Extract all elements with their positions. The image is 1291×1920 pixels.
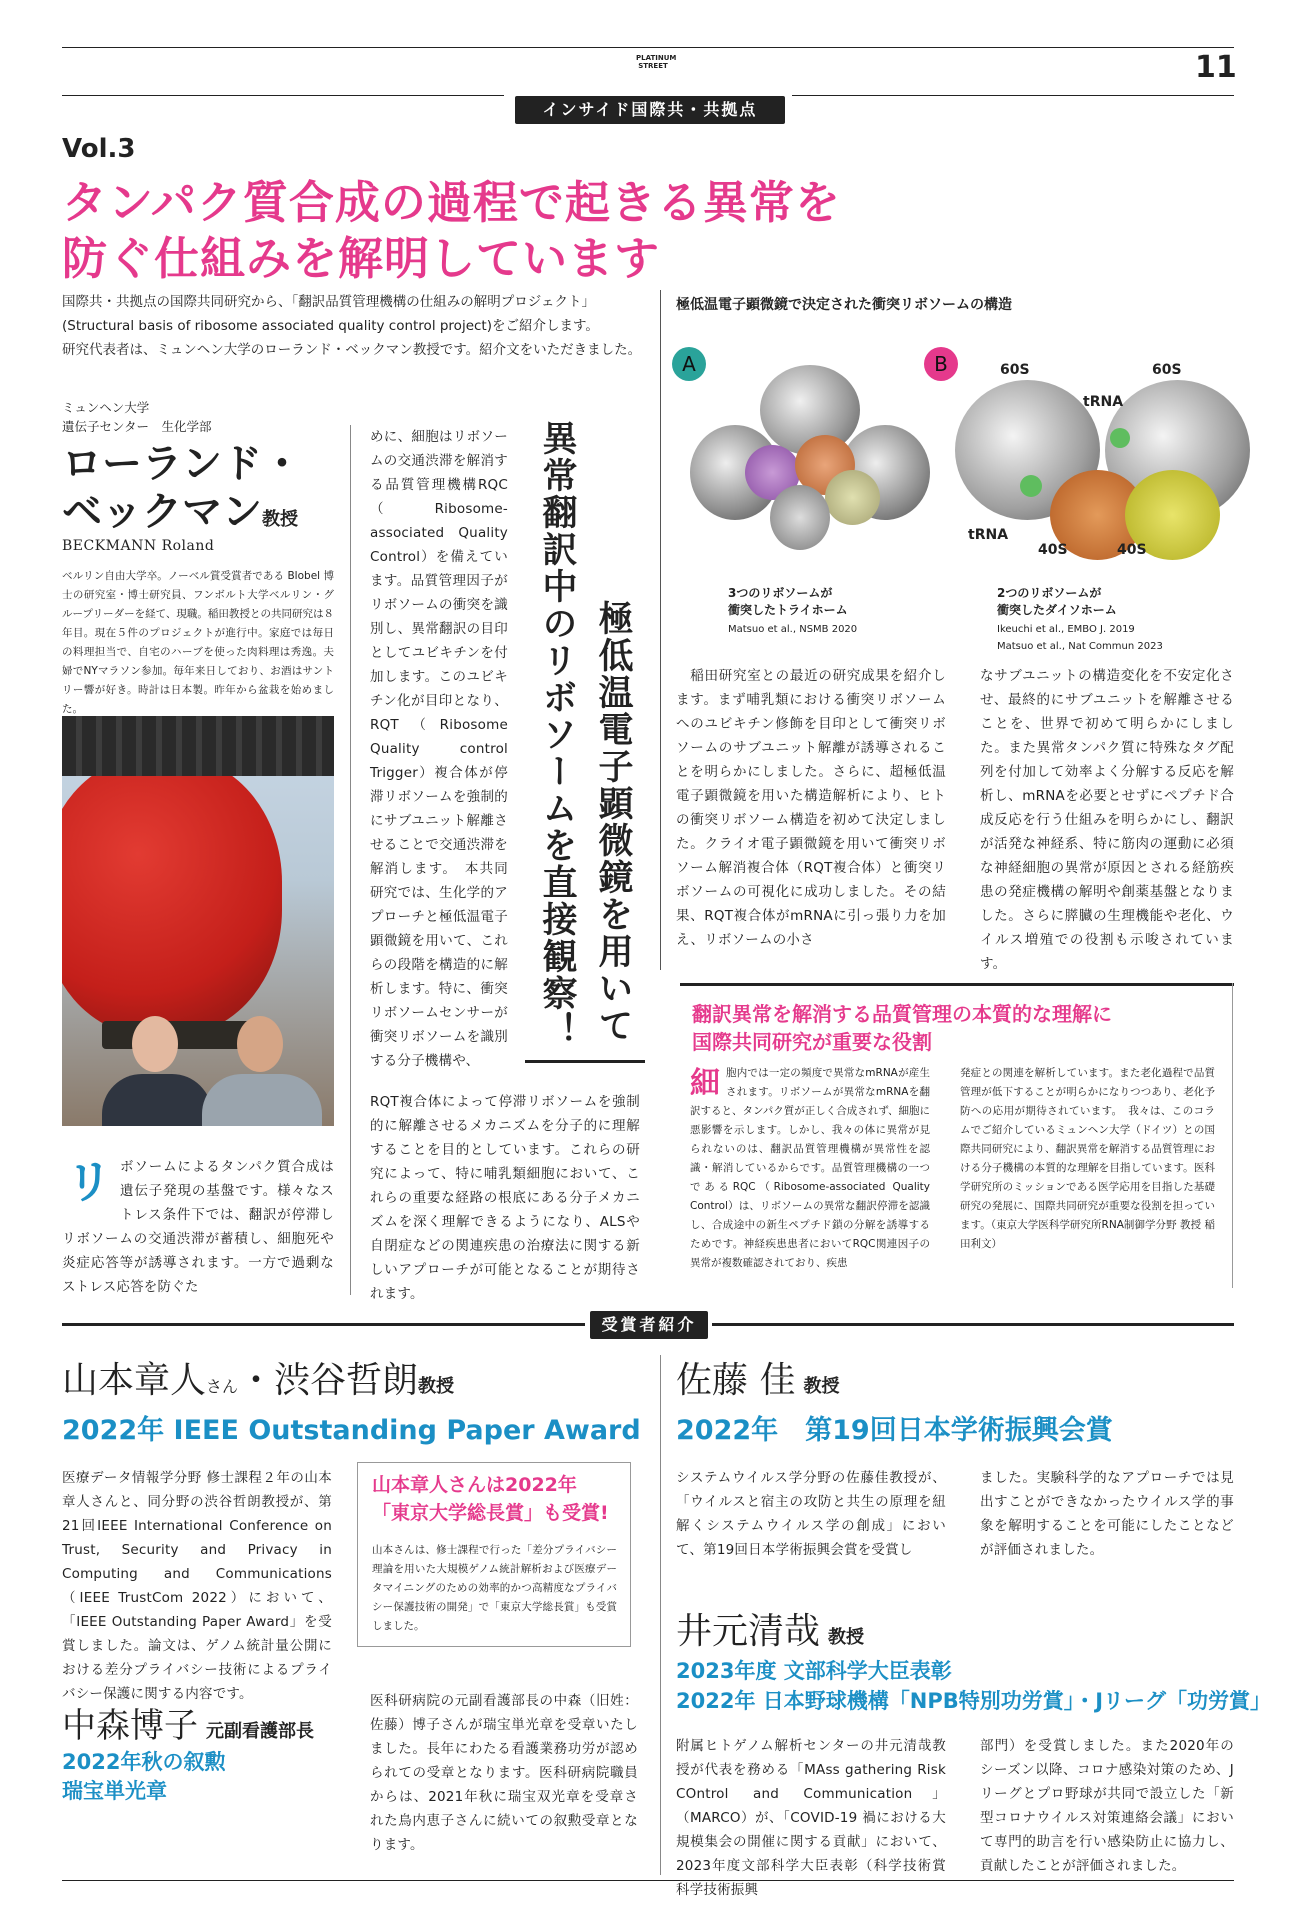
award4-award-1: 2023年度 文部科学大臣表彰 <box>676 1659 952 1683</box>
award2-name-text: 中森博子 <box>62 1706 198 1746</box>
award2-award <box>62 1748 225 1806</box>
award1-box-title-1: 山本章人さんは2022年 <box>372 1474 577 1496</box>
sidebar-title-line2: 国際共同研究が重要な役割 <box>692 1030 932 1054</box>
sidebar-dropcap: 細 <box>690 1066 720 1101</box>
award1-name <box>62 1352 454 1403</box>
award2-award-2: 瑞宝単光章 <box>62 1779 167 1803</box>
section-tag: インサイド国際共・共拠点 <box>515 96 785 124</box>
research-column-1: 稲田研究室との最近の研究成果を紹介します。まず哺乳類における衝突リボソームへのユビキチン修飾を目印として衝突リボソームのサブユニット解離が誘導されることを明らかにしました。さらに、超極低温電子顕微鏡を用いた構造解析により、ヒトの衝突リボソーム構造を初めて決定しました。クライオ電子顕微鏡を用いて衝突リボソーム解消複合体（RQT複合体）と衝突リボソームの可視化に成功しました。その結果、RQT複合体がmRNAに引っ張り力を加え、リボソームの小さ <box>676 668 946 948</box>
header-rule-right <box>792 95 1234 96</box>
logo-line-2: STREET <box>638 62 668 70</box>
award1-title: 教授 <box>418 1376 455 1397</box>
top-rule <box>62 47 1234 48</box>
award1-box-text: 山本さんは、修士課程で行った「差分プライバシー理論を用いた大規模ゲノム統計解析および医療データマイニングのための効率的かつ高精度なプライバシー保護技術の開発」で「東京大学総長賞」も受賞しました。 <box>372 1544 617 1632</box>
awards-rule-right <box>712 1323 1234 1326</box>
award2-award-1: 2022年秋の叙勲 <box>62 1750 226 1774</box>
award1-text: 医療データ情報学分野 修士課程２年の山本章人さんと、同分野の渋谷哲朗教授が、第21回IEEE International Conference on Trust, Security and Privacy in Computing and Communications（IEEE TrustCom 2022）において、「IEEE Outstanding Paper Award」を受賞しました。論文は、ゲノム統計量公開における差分プライバシー技術によるプライバシー保護に関する内容です。 <box>62 1470 332 1702</box>
header-rule-left <box>62 95 504 96</box>
label-trna-top: tRNA <box>1083 394 1124 410</box>
person-left <box>102 1016 212 1126</box>
award3-text-1: システムウイルス学分野の佐藤佳教授が、「ウイルスと宿主の攻防と共生の原理を紐解くシステムウイルス学の創成」において、第19回日本学術振興会賞を受賞し <box>676 1470 946 1558</box>
name-line-2: ベックマン <box>62 488 262 535</box>
figure-a-caption-1: 3つのリボソームが <box>728 586 833 600</box>
award2-name <box>62 1698 314 1747</box>
dropcap-ri: リ <box>66 1155 112 1209</box>
awards-column-divider <box>660 1355 661 1875</box>
sidebar-title <box>692 1000 1112 1056</box>
vertical-heading <box>522 420 646 1060</box>
sidebar-top-rule <box>680 983 1234 986</box>
award4-award <box>676 1656 1271 1716</box>
lantern-shape <box>62 756 282 1036</box>
award4-name-text: 井元清哉 <box>676 1611 821 1652</box>
professor-name <box>62 440 302 544</box>
figure-b-label: B <box>934 352 948 376</box>
vol-label: Vol.3 <box>62 134 136 164</box>
affiliation <box>62 398 212 436</box>
award2-text: 医科研病院の元副看護部長の中森（旧姓：佐藤）博子さんが瑞宝単光章を受章いたしました。長年にわたる看護業務功労が認められての受章となります。医科研病院職員からは、2021年秋に瑞宝双光章を受章された鳥内恵子さんに続いての叙勲受章となります。 <box>370 1693 638 1853</box>
article-title-line1: タンパク質合成の過程で起きる異常を <box>62 176 841 229</box>
sidebar-column-1 <box>690 1064 930 1273</box>
figure-a-caption <box>728 585 857 638</box>
award4-title: 教授 <box>828 1627 865 1648</box>
award1-san: さん <box>206 1377 239 1396</box>
award3-text-2: ました。実験科学的なアプローチでは見出すことができなかったウイルス学的事象を解明することを可能にしたことなどが評価されました。 <box>980 1470 1234 1558</box>
intro-column-1 <box>62 1155 334 1299</box>
vertical-heading-rule <box>525 1060 645 1063</box>
award4-award-2: 2022年 日本野球機構「NPB特別功労賞」・Jリーグ「功労賞」 <box>676 1689 1272 1713</box>
figure-b-reference-2: Matsuo et al., Nat Commun 2023 <box>997 641 1163 652</box>
award3-title: 教授 <box>803 1376 840 1397</box>
research-column-2: なサブユニットの構造変化を不安定化させ、最終的にサブユニットを解離させることを、世界で初めて明らかにしました。また異常タンパク質に特殊なタグ配列を付加して効率よく分解する反応を解析し、mRNAを必要とせずにペプチド合成反応を行う仕組みを明らかにし、翻訳が活発な神経系、特に筋肉の運動に必須な神経細胞の異常が原因とされる経筋疾患の発症機構の解明や創薬基盤となりました。さらに膵臓の生理機能や老化、ウイルス増殖での役割も示唆されています。 <box>980 668 1234 972</box>
vertical-heading-line2: 異常翻訳中のリボソームを直接観察！ <box>537 420 578 1049</box>
sidebar-right-rule <box>1232 983 1233 1288</box>
trisome-structure-image <box>690 365 930 565</box>
award2-title: 元副看護部長 <box>206 1721 314 1742</box>
logo-line-1: PLATINUM <box>636 54 677 62</box>
bio-text: ベルリン自由大学卒。ノーベル賞受賞者である Blobel 博士の研究室・博士研究員、フンボルト大学ベルリン・グループリーダーを経て、現職。稲田教授との共同研究は８年目。現在５件のプロジェクトが進行中。家庭では毎日の料理担当で、自宅のハーブを使った肉料理は秀逸。夫婦でNYマラソン参加。毎年来日しており、お酒はサントリー響が好き。時計は日本製。昨年から盆栽を始めました。 <box>62 570 334 715</box>
page-number: 11 <box>1195 50 1237 85</box>
col1-divider <box>350 425 351 1295</box>
name-line-1: ローランド・ <box>62 440 302 487</box>
column-divider <box>660 290 661 970</box>
awards-tag: 受賞者紹介 <box>590 1311 708 1339</box>
lead-line-3: 研究代表者は、ミュンヘン大学のローランド・ベックマン教授です。紹介文をいただきました。 <box>62 342 642 358</box>
sidebar-title-line1: 翻訳異常を解消する品質管理の本質的な理解に <box>692 1002 1112 1026</box>
awards-rule-left <box>62 1323 585 1326</box>
award4-text-1: 附属ヒトゲノム解析センターの井元清哉教授が代表を務める「MAss gathering Risk COntrol and Communication」（MARCO）が、「COVID-19 禍における大規模集会の開催に関する貢献」において、2023年度文部科学大臣表彰（科学技術賞 科学技術振興 <box>676 1738 946 1898</box>
vertical-heading-line1: 極低温電子顕微鏡を用いて <box>593 600 634 1044</box>
figure-b-caption-1: 2つのリボソームが <box>997 586 1102 600</box>
sidebar-column-2: 発症との関連を解析しています。また老化過程で品質管理が低下することが明らかになりつつあり、老化予防への応用が期待されています。 我々は、このコラムでご紹介しているミュンヘン大学（ドイツ）との国際共同研究により、翻訳異常を解消する品質管理における分子機構の本質的な理解を目指しています。医科学研究所のミッションである医学応用を目指した基礎研究の発展に、国際共同研究が重要な役割を担っています。（東京大学医科学研究所RNA制御学分野 教授 稲田利文） <box>960 1067 1215 1250</box>
label-40s-left: 40S <box>1038 542 1068 558</box>
person-right <box>202 1016 322 1126</box>
lead-line-2: (Structural basis of ribosome associated quality control project)をご紹介します。 <box>62 318 599 334</box>
figure-a-reference: Matsuo et al., NSMB 2020 <box>728 624 858 635</box>
figure-a-label: A <box>682 352 696 376</box>
award1-award: 2022年 IEEE Outstanding Paper Award <box>62 1415 641 1446</box>
intro-column-2: めに、細胞はリボソームの交通渋滞を解消する品質管理機構RQC（Ribosome-associated Quality Control）を備えています。品質管理因子がリボソームの衝突を識別し、異常翻訳の目印としてユビキチンを付加します。このユビキチン化が目印となり、RQT（Ribosome Quality control Trigger）複合体が停滞リボソームを強制的にサブユニット解離させることで交通渋滞を解消します。 本共同研究では、生化学的アプローチと極低温電子顕微鏡を用いて、これらの段階を構造的に解析します。特に、衝突リボソームセンサーが衝突リボソームを識別する分子機構や、 <box>370 429 508 1069</box>
award1-box-title <box>372 1471 609 1527</box>
name-title: 教授 <box>262 509 298 530</box>
award4-name <box>676 1603 864 1654</box>
award1-box-title-2: 「東京大学総長賞」も受賞! <box>372 1502 609 1524</box>
affiliation-line-2: 遺伝子センター 生化学部 <box>62 419 212 434</box>
award1-name-1: 山本章人 <box>62 1360 207 1401</box>
article-title-line2: 防ぐ仕組みを解明しています <box>62 232 661 285</box>
roof-shape <box>62 716 334 776</box>
figure-b-reference-1: Ikeuchi et al., EMBO J. 2019 <box>997 624 1135 635</box>
name-roman: BECKMANN Roland <box>62 538 215 554</box>
professor-photo <box>62 716 334 1126</box>
figure-b-caption-2: 衝突したダイソホーム <box>997 603 1117 617</box>
label-60s-left: 60S <box>1000 362 1030 378</box>
lead-text <box>62 290 662 362</box>
award3-award: 2022年 第19回日本学術振興会賞 <box>676 1415 1113 1446</box>
award1-name-2: ・渋谷哲朗 <box>238 1360 419 1401</box>
figure-title: 極低温電子顕微鏡で決定された衝突リボソームの構造 <box>676 297 1012 313</box>
figure-a-caption-2: 衝突したトライホーム <box>728 603 848 617</box>
award3-name-text: 佐藤 佳 <box>676 1360 796 1401</box>
award4-text-2: 部門）を受賞しました。また2020年のシーズン以降、コロナ感染対策のため、Jリーグとプロ野球が共同で設立した「新型コロナウイルス対策連絡会議」において専門的助言を行い感染防止に協力し、貢献したことが評価されました。 <box>980 1738 1234 1874</box>
figure-b-caption <box>997 585 1163 655</box>
magazine-logo <box>636 54 677 70</box>
sidebar-col1-text: 胞内では一定の頻度で異常なmRNAが産生されます。リボソームが異常なmRNAを翻訳すると、タンパク質が正しく合成されず、細胞に悪影響を示します。しかし、我々の体に異常が見られないのは、翻訳品質管理機構が異常性を認識・解消しているからです。品質管理機構の一つであるRQC（Ribosome-associated Quality Control）は、リボソームの異常な翻訳停滞を認識し、合成途中の新生ペプチド鎖の分解を誘導するためです。神経疾患患者においてRQC関連因子の異常が複数確認されており、疾患 <box>690 1067 930 1269</box>
affiliation-line-1: ミュンヘン大学 <box>62 400 150 415</box>
label-40s-right: 40S <box>1117 542 1147 558</box>
lead-line-1: 国際共・共拠点の国際共同研究から、「翻訳品質管理機構の仕組みの解明プロジェクト」 <box>62 294 595 310</box>
intro-column-2-wide: RQT複合体によって停滞リボソームを強制的に解離させるメカニズムを分子的に理解することを目的としています。これらの研究によって、特に哺乳類細胞において、これらの重要な経路の根底にある分子メカニズムを深く理解できるようになり、ALSや自閉症などの関連疾患の治療法に関する新しいアプローチが可能となることが期待されます。 <box>370 1094 640 1302</box>
award1-box <box>357 1462 631 1647</box>
award3-name <box>676 1352 839 1403</box>
label-trna-left: tRNA <box>968 527 1009 543</box>
bottom-rule <box>62 1880 1234 1881</box>
label-60s-right: 60S <box>1152 362 1182 378</box>
intro-col1-text: ボソームによるタンパク質合成は遺伝子発現の基盤です。様々なストレス条件下では、翻訳が停滞しリボソームの交通渋滞が蓄積し、細胞死や炎症応答等が誘導されます。一方で過剰なストレス応答を防ぐた <box>62 1159 334 1295</box>
